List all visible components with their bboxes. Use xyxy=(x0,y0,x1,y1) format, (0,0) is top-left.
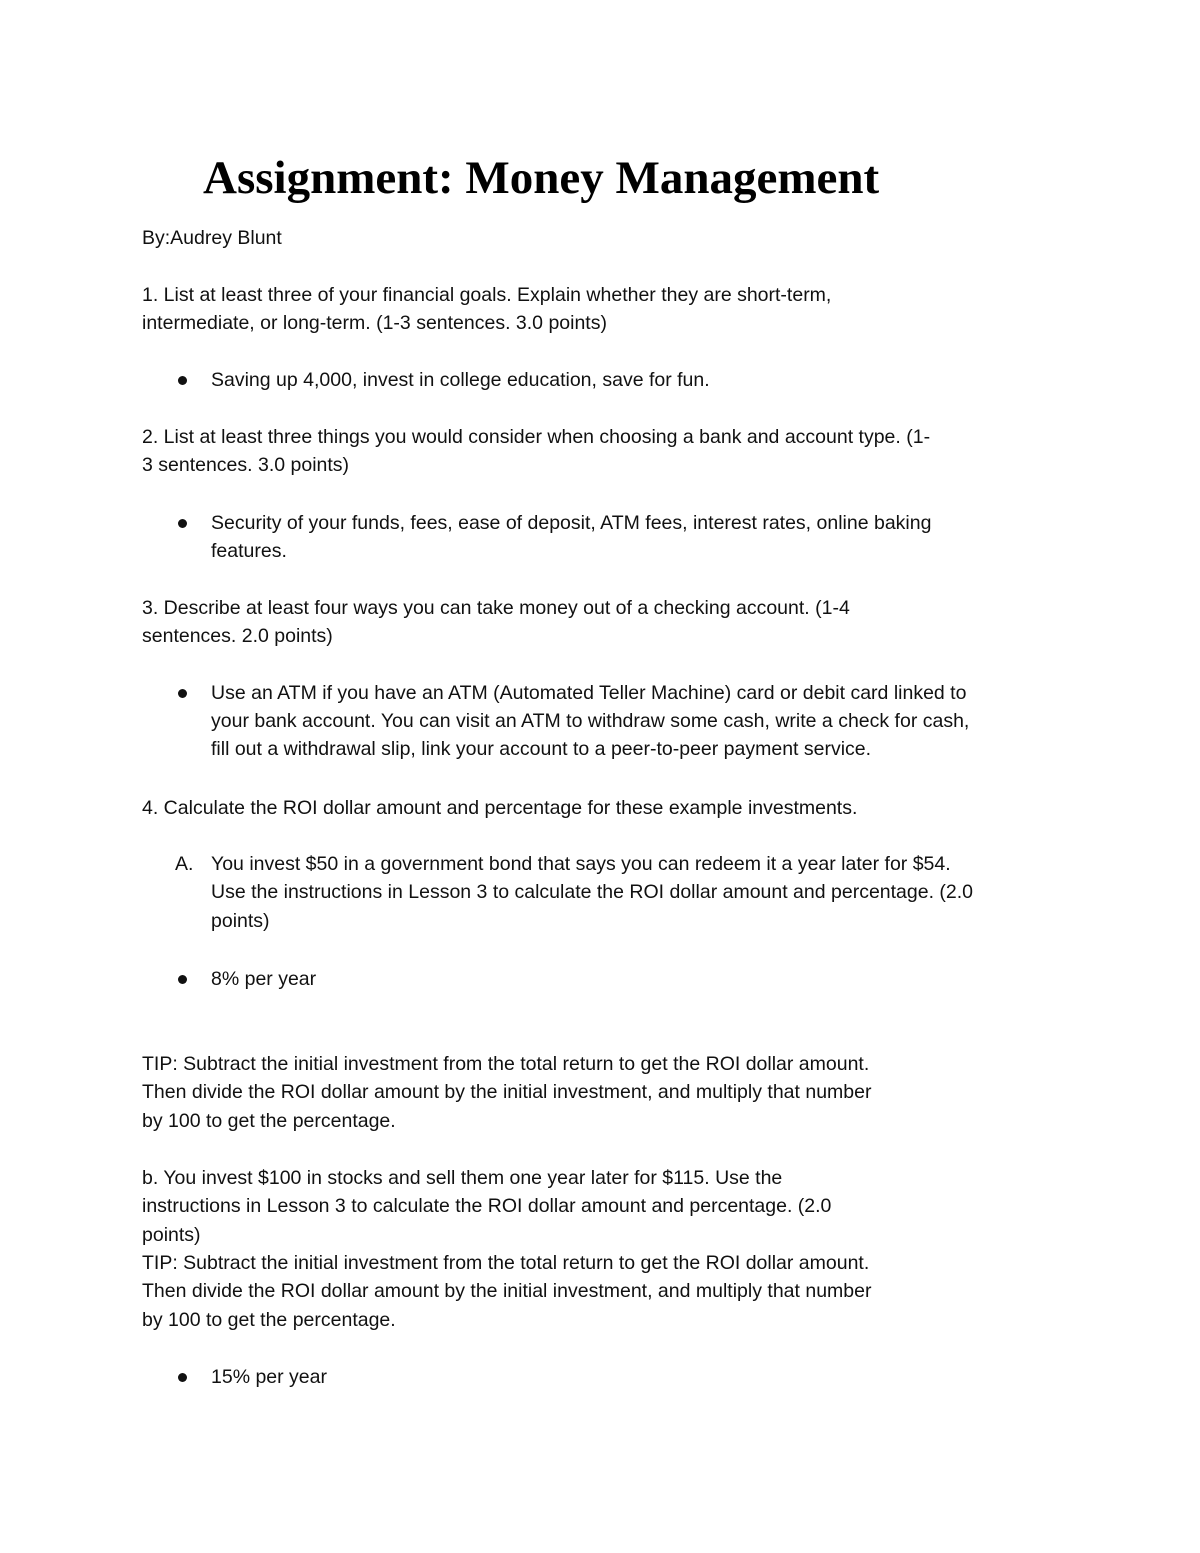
answer-4a: 8% per year xyxy=(211,968,317,990)
answer-2-line-2: features. xyxy=(211,540,287,562)
question-2-line-1: 2. List at least three things you would consider when choosing a bank and account type. (1- xyxy=(142,426,931,448)
tip-2-line-2: Then divide the ROI dollar amount by the initial investment, and multiply that number xyxy=(142,1280,872,1302)
author-line: By:Audrey Blunt xyxy=(142,227,282,249)
bullet-icon xyxy=(178,519,187,528)
document-title: Assignment: Money Management xyxy=(203,152,880,204)
answer-3-line-1: Use an ATM if you have an ATM (Automated Teller Machine) card or debit card linked to xyxy=(211,682,967,704)
tip-2-line-1: TIP: Subtract the initial investment from the total return to get the ROI dollar amount. xyxy=(142,1252,870,1274)
question-3-line-1: 3. Describe at least four ways you can take money out of a checking account. (1-4 xyxy=(142,597,850,619)
question-4-line-1: 4. Calculate the ROI dollar amount and percentage for these example investments. xyxy=(142,797,858,819)
tip-1-line-3: by 100 to get the percentage. xyxy=(142,1110,396,1132)
answer-1-line-1: Saving up 4,000, invest in college education, save for fun. xyxy=(211,369,710,391)
answer-3-line-2: your bank account. You can visit an ATM to withdraw some cash, write a check for cash, xyxy=(211,710,970,732)
question-4a-line-2: Use the instructions in Lesson 3 to calculate the ROI dollar amount and percentage. (2.0 xyxy=(211,881,974,903)
question-4b-line-2: instructions in Lesson 3 to calculate the ROI dollar amount and percentage. (2.0 xyxy=(142,1195,832,1217)
question-4a-line-1: You invest $50 in a government bond that says you can redeem it a year later for $54. xyxy=(211,853,951,875)
bullet-icon xyxy=(178,1373,187,1382)
answer-4b: 15% per year xyxy=(211,1366,327,1388)
tip-1-line-2: Then divide the ROI dollar amount by the initial investment, and multiply that number xyxy=(142,1081,872,1103)
list-marker-a: A. xyxy=(175,853,194,875)
bullet-icon xyxy=(178,975,187,984)
tip-2-line-3: by 100 to get the percentage. xyxy=(142,1309,396,1331)
question-4b-line-3: points) xyxy=(142,1224,201,1246)
bullet-icon xyxy=(178,376,187,385)
question-1-line-2: intermediate, or long-term. (1-3 sentences. 3.0 points) xyxy=(142,312,607,334)
bullet-icon xyxy=(178,689,187,698)
question-4a-line-3: points) xyxy=(211,910,270,932)
tip-1-line-1: TIP: Subtract the initial investment from the total return to get the ROI dollar amount. xyxy=(142,1053,870,1075)
answer-2-line-1: Security of your funds, fees, ease of deposit, ATM fees, interest rates, online baking xyxy=(211,512,932,534)
question-1-line-1: 1. List at least three of your financial goals. Explain whether they are short-term, xyxy=(142,284,832,306)
question-4b-line-1: b. You invest $100 in stocks and sell them one year later for $115. Use the xyxy=(142,1167,783,1189)
question-2-line-2: 3 sentences. 3.0 points) xyxy=(142,454,350,476)
answer-3-line-3: fill out a withdrawal slip, link your account to a peer-to-peer payment service. xyxy=(211,738,872,760)
question-3-line-2: sentences. 2.0 points) xyxy=(142,625,333,647)
